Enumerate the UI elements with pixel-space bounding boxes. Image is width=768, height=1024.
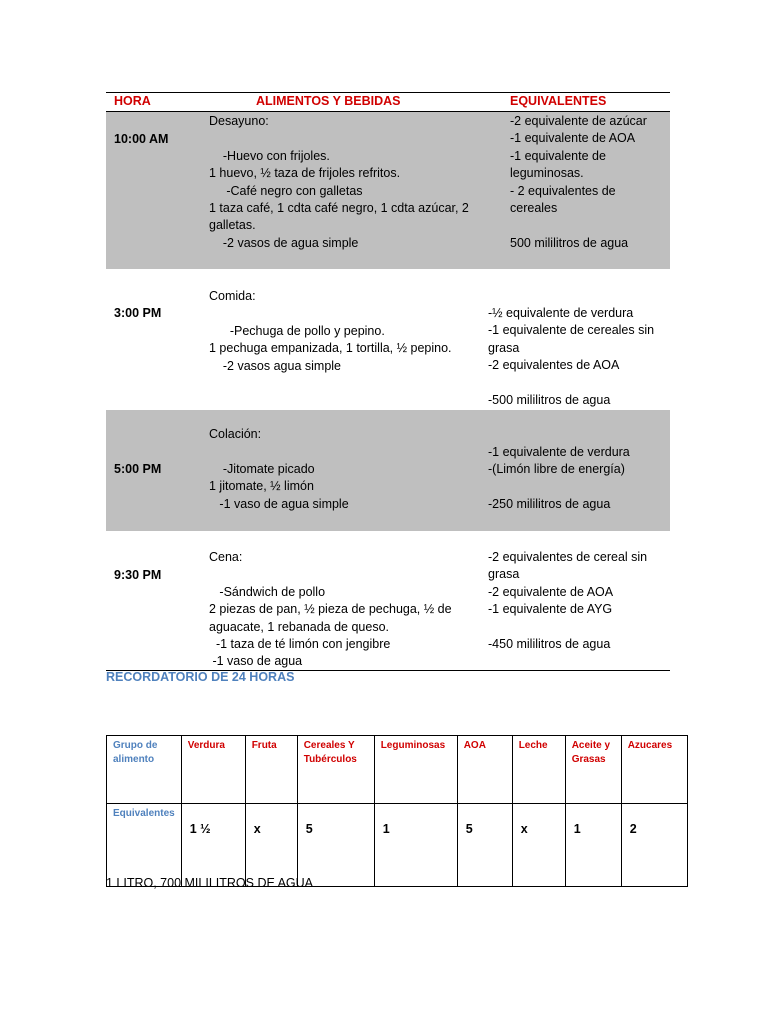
- meal-foods: [209, 549, 479, 671]
- meal-equivalents: [510, 113, 695, 252]
- meal-row-colacion: [106, 410, 670, 531]
- equiv-line: 500 mililitros de agua: [510, 235, 629, 250]
- header-alimentos: ALIMENTOS Y BEBIDAS: [256, 94, 401, 108]
- value-leche: x: [512, 804, 565, 887]
- value-azucares: 2: [621, 804, 687, 887]
- equiv-line: grasa: [488, 340, 520, 355]
- food-line: [209, 305, 479, 322]
- group-azucares: Azucares: [621, 736, 687, 804]
- meal-foods: [209, 288, 479, 375]
- meal-row-cena: [106, 531, 670, 671]
- equiv-line: cereales: [510, 200, 558, 215]
- equiv-line: -1 equivalente de: [510, 148, 606, 163]
- food-line: -1 vaso de agua simple: [209, 496, 349, 511]
- food-group-table: [106, 735, 688, 887]
- meal-table: [106, 92, 670, 671]
- equiv-line: [510, 217, 695, 234]
- group-leche: Leche: [512, 736, 565, 804]
- food-line: 1 taza café, 1 cdta café negro, 1 cdta azúcar, 2: [209, 200, 469, 215]
- food-line: Comida:: [209, 289, 256, 303]
- food-line: [209, 566, 479, 583]
- food-line: [209, 130, 479, 147]
- equiv-line: -½ equivalente de verdura: [488, 306, 634, 320]
- equiv-line: -450 mililitros de agua: [488, 636, 611, 651]
- food-line: -Jitomate picado: [209, 461, 315, 476]
- food-line: -1 vaso de agua: [209, 654, 303, 669]
- group-aoa: AOA: [457, 736, 512, 804]
- equiv-line: -2 equivalentes de cereal sin: [488, 550, 648, 564]
- equiv-line: [488, 375, 673, 392]
- value-verdura: 1 ½: [181, 804, 245, 887]
- meal-time: 9:30 PM: [114, 568, 162, 582]
- food-line: 1 pechuga empanizada, 1 tortilla, ½ pepino.: [209, 341, 452, 356]
- meal-row-comida: [106, 269, 670, 410]
- equiv-line: -2 equivalente de AOA: [488, 584, 614, 599]
- meal-equivalents: [488, 549, 673, 653]
- equiv-line: [488, 619, 673, 636]
- food-line: galletas.: [209, 218, 256, 233]
- value-fruta: x: [245, 804, 297, 887]
- value-aceite: 1: [565, 804, 621, 887]
- header-hora: HORA: [114, 94, 151, 108]
- food-line: -Sándwich de pollo: [209, 584, 326, 599]
- equiv-line: -1 equivalente de AOA: [510, 131, 636, 146]
- value-aoa: 5: [457, 804, 512, 887]
- food-group-values-row: [107, 804, 688, 887]
- meal-time: 5:00 PM: [114, 462, 162, 476]
- meal-equivalents: [488, 305, 673, 409]
- value-leguminosas: 1: [374, 804, 457, 887]
- equiv-line: -500 mililitros de agua: [488, 392, 611, 407]
- meal-time: 10:00 AM: [114, 132, 169, 146]
- food-line: [209, 443, 479, 460]
- recordatorio-title: RECORDATORIO DE 24 HORAS: [106, 670, 295, 684]
- food-line: Cena:: [209, 550, 243, 564]
- equiv-line: -2 equivalentes de AOA: [488, 358, 620, 373]
- meal-equivalents: [488, 444, 673, 514]
- equiv-line: - 2 equivalentes de: [510, 183, 616, 198]
- meal-foods: [209, 113, 479, 252]
- group-cereales: Cereales Y Tubérculos: [297, 736, 374, 804]
- equiv-line: -(Limón libre de energía): [488, 462, 625, 477]
- group-leguminosas: Leguminosas: [374, 736, 457, 804]
- food-line: -2 vasos agua simple: [209, 358, 342, 373]
- food-line: 1 huevo, ½ taza de frijoles refritos.: [209, 166, 401, 181]
- meal-foods: [209, 426, 479, 513]
- value-cereales: 5: [297, 804, 374, 887]
- meal-row-desayuno: [106, 112, 670, 269]
- group-label-cell: Grupo de alimento: [107, 736, 182, 804]
- equiv-line: -250 mililitros de agua: [488, 497, 611, 512]
- group-fruta: Fruta: [245, 736, 297, 804]
- equiv-line: grasa: [488, 567, 520, 582]
- food-line: Desayuno:: [209, 114, 269, 128]
- food-line: -Café negro con galletas: [209, 183, 363, 198]
- equiv-line: -2 equivalente de azúcar: [510, 114, 647, 128]
- equiv-line: -1 equivalente de cereales sin: [488, 323, 655, 338]
- meal-table-header: [106, 92, 670, 112]
- equiv-line: -1 equivalente de verdura: [488, 445, 630, 459]
- header-equivalentes: EQUIVALENTES: [510, 94, 607, 108]
- food-line: aguacate, 1 rebanada de queso.: [209, 619, 390, 634]
- food-line: -1 taza de té limón con jengibre: [209, 636, 391, 651]
- food-line: -Pechuga de pollo y pepino.: [209, 323, 385, 338]
- equiv-line: leguminosas.: [510, 166, 584, 181]
- food-group-header-row: [107, 736, 688, 804]
- food-line: -2 vasos de agua simple: [209, 235, 359, 250]
- food-line: 1 jitomate, ½ limón: [209, 479, 314, 494]
- group-aceite: Aceite y Grasas: [565, 736, 621, 804]
- food-line: Colación:: [209, 427, 262, 441]
- group-verdura: Verdura: [181, 736, 245, 804]
- equiv-line: [488, 479, 673, 496]
- water-total: 1 LITRO, 700 MILILITROS DE AGUA: [106, 876, 314, 890]
- meal-time: 3:00 PM: [114, 306, 162, 320]
- food-line: 2 piezas de pan, ½ pieza de pechuga, ½ de: [209, 602, 452, 617]
- equivalentes-label-cell: Equivalentes: [107, 804, 182, 887]
- equiv-line: -1 equivalente de AYG: [488, 602, 613, 617]
- food-line: -Huevo con frijoles.: [209, 148, 330, 163]
